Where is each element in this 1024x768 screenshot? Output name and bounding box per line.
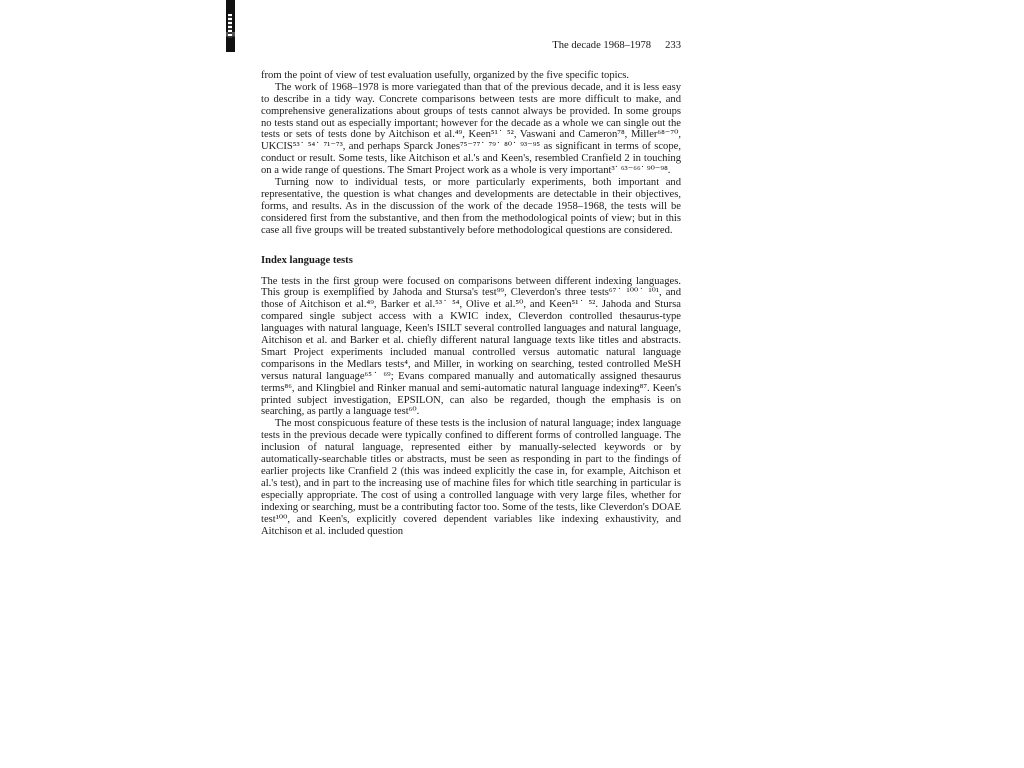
paragraph: The tests in the first group were focused on comparisons between different indexing languages. This group is exemplified by Jahoda and Stursa's test⁹⁹, Cleverdon's three tests⁶⁷˙ ¹⁰⁰˙ ¹⁰¹, and those of Aitchison et al.⁴⁹, Barker et al.⁵³˙ ⁵⁴, Olive et al.⁵⁰, and Keen⁵¹˙ ⁵². Jahoda and Stursa compared single subject access with a KWIC index, Cleverdon controlled thesaurus-type languages with natural language, Keen's ISILT several controlled languages and natural language, Aitchison et al. and Barker et al. chiefly different natural language texts like titles and abstracts. Smart Project experiments included manual controlled versus automatic natural language comparisons in the Medlars tests⁴, and Miller, in working on searching, tested controlled MeSH versus natural language⁶⁵˙ ⁶⁹; Evans compared manually and automatically assigned thesaurus terms⁸⁶, and Klingbiel and Rinker manual and semi-automatic natural language indexing⁸⁷. Keen's printed subject investigation, EPSILON, can also be regarded, though the emphasis is on searching, as partly a language test⁶⁰. [261,275,681,418]
paragraph: The work of 1968–1978 is more variegated than that of the previous decade, and it is less easy to describe in a tidy way. Concrete comparisons between tests are more difficult to make, and comprehensive generalizations about groups of tests cannot always be provided. In some groups no tests stand out as especially important; however for the decade as a whole we can single out the tests or sets of tests done by Aitchison et al.⁴⁹, Keen⁵¹˙ ⁵², Vaswani and Cameron⁷⁸, Miller⁶⁸⁻⁷⁰, UKCIS⁵³˙ ⁵⁴˙ ⁷¹⁻⁷³, and perhaps Sparck Jones⁷⁵⁻⁷⁷˙ ⁷⁹˙ ⁸⁰˙ ⁹³⁻⁹⁵ as significant in terms of scope, conduct or result. Some tests, like Aitchison et al.'s and Keen's, resembled Cranfield 2 in touching on a wide range of questions. The Smart Project work as a whole is very important³˙ ⁶³⁻⁶⁶˙ ⁹⁰⁻⁹⁸. [261,81,681,177]
page-number: 233 [665,40,681,51]
document-page [261,40,681,537]
paragraph: from the point of view of test evaluation usefully, organized by the five specific topics. [261,69,630,81]
running-head [261,40,681,52]
paragraph: The most conspicuous feature of these tests is the inclusion of natural language; index language tests in the previous decade were typically confined to different forms of controlled language. The inclusion of natural language, represented either by manually-selected keywords or by automatically-searchable titles or abstracts, must be seen as responding in part to the findings of earlier projects like Cranfield 2 (this was indeed explicitly the case in, for example, Aitchison et al.'s test), and in part to the increasing use of machine files for which title searching in particular is especially appropriate. The cost of using a controlled language with very large files, whether for indexing or searching, must be a contributing factor too. Some of the tests, like Cleverdon's DOAE test¹⁰⁰, and Keen's, explicitly covered dependent variables like indexing exhaustivity, and Aitchison et al. included question [261,418,681,537]
running-head-title: The decade 1968–1978 [552,40,652,51]
section-heading: Index language tests [261,254,353,266]
scan-edge-mark [226,0,235,52]
paragraph: Turning now to individual tests, or more particularly experiments, both important and representative, the question is what changes and developments are detectable in their objectives, forms, and results. As in the discussion of the work of the decade 1958–1968, the tests will be considered first from the substantive, and then from the methodological points of view; but in this case all five groups will be treated substantively before methodological questions are considered. [261,177,681,236]
